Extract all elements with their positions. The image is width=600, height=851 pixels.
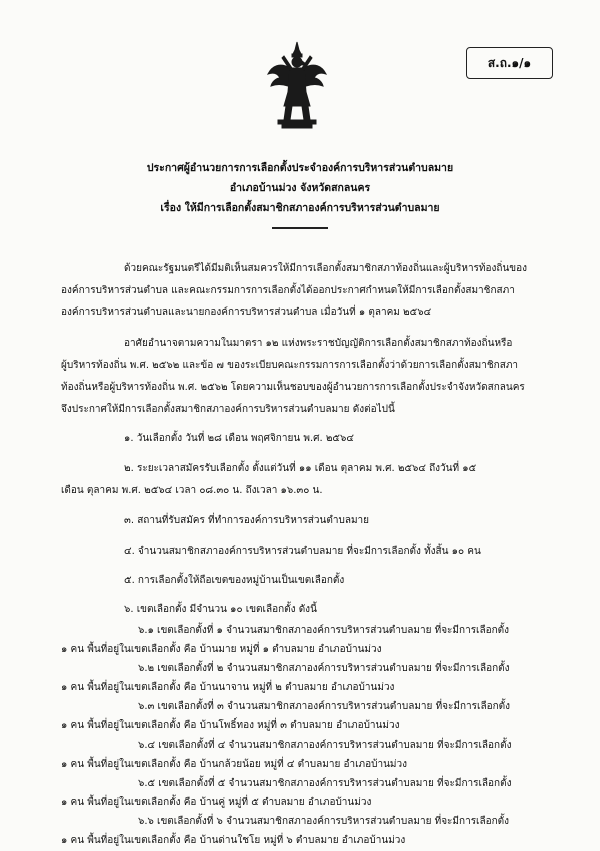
- preamble-line: องค์การบริหารส่วนตำบล และคณะกรรมการการเลือกตั้งได้ออกประกาศกำหนดให้มีการเลือกตั้งสมาชิกสภา: [61, 285, 515, 296]
- item-application-place: ๓. สถานที่รับสมัคร ที่ทำการองค์การบริหารส่วนตำบลมาย: [124, 515, 370, 526]
- district-line: ๖.๑ เขตเลือกตั้งที่ ๑ จำนวนสมาชิกสภาองค์การบริหารส่วนตำบลมาย ที่จะมีการเลือกตั้ง: [138, 625, 510, 636]
- preamble-line: ด้วยคณะรัฐมนตรีได้มีมติเห็นสมควรให้มีการเลือกตั้งสมาชิกสภาท้องถิ่นและผู้บริหารท้องถิ่นของ: [124, 263, 528, 274]
- district-line: ๖.๒ เขตเลือกตั้งที่ ๒ จำนวนสมาชิกสภาองค์การบริหารส่วนตำบลมาย ที่จะมีการเลือกตั้ง: [138, 663, 510, 675]
- header-line-1: ประกาศผู้อำนวยการการเลือกตั้งประจำองค์การบริหารส่วนตำบลมาย: [146, 162, 454, 174]
- preamble-line: องค์การบริหารส่วนตำบลและนายกองค์การบริหารส่วนตำบล เมื่อวันที่ ๑ ตุลาคม ๒๕๖๔: [61, 307, 432, 318]
- district-area: ๑ คน พื้นที่อยู่ในเขตเลือกตั้ง คือ บ้านโพธิ์ทอง หมู่ที่ ๓ ตำบลมาย อำเภอบ้านม่วง: [61, 720, 400, 732]
- form-code: ส.ถ.๑/๑: [487, 55, 532, 70]
- district-line: ๖.๔ เขตเลือกตั้งที่ ๔ จำนวนสมาชิกสภาองค์การบริหารส่วนตำบลมาย ที่จะมีการเลือกตั้ง: [138, 739, 512, 751]
- district-line: ๖.๖ เขตเลือกตั้งที่ ๖ จำนวนสมาชิกสภาองค์การบริหารส่วนตำบลมาย ที่จะมีการเลือกตั้ง: [138, 815, 510, 827]
- garuda-emblem-icon: [266, 40, 328, 132]
- item-application-period: ๒. ระยะเวลาสมัครรับเลือกตั้ง ตั้งแต่วันที่ ๑๑ เดือน ตุลาคม พ.ศ. ๒๕๖๔ ถึงวันที่ ๑๕: [124, 463, 477, 474]
- district-area: ๑ คน พื้นที่อยู่ในเขตเลือกตั้ง คือ บ้านนาจาน หมู่ที่ ๒ ตำบลมาย อำเภอบ้านม่วง: [61, 682, 395, 694]
- district-area: ๑ คน พื้นที่อยู่ในเขตเลือกตั้ง คือ บ้านด่านใชโย หมู่ที่ ๖ ตำบลมาย อำเภอบ้านม่วง: [61, 835, 406, 846]
- preamble-line: อาศัยอำนาจตามความในมาตรา ๑๒ แห่งพระราชบัญญัติการเลือกตั้งสมาชิกสภาท้องถิ่นหรือ: [124, 338, 513, 349]
- district-area: ๑ คน พื้นที่อยู่ในเขตเลือกตั้ง คือ บ้านกล้วยน้อย หมู่ที่ ๔ ตำบลมาย อำเภอบ้านม่วง: [61, 758, 408, 770]
- item-district-count: ๖. เขตเลือกตั้ง มีจำนวน ๑๐ เขตเลือกตั้ง ดังนี้: [124, 604, 317, 615]
- preamble-line: จึงประกาศให้มีการเลือกตั้งสมาชิกสภาองค์การบริหารส่วนตำบลมาย ดังต่อไปนี้: [61, 404, 395, 415]
- announcement-header: [60, 158, 540, 218]
- district-area: ๑ คน พื้นที่อยู่ในเขตเลือกตั้ง คือ บ้านคู่ หมู่ที่ ๕ ตำบลมาย อำเภอบ้านม่วง: [61, 796, 372, 808]
- district-line: ๖.๕ เขตเลือกตั้งที่ ๕ จำนวนสมาชิกสภาองค์การบริหารส่วนตำบลมาย ที่จะมีการเลือกตั้ง: [138, 777, 512, 789]
- header-line-2: อำเภอบ้านม่วง จังหวัดสกลนคร: [229, 182, 371, 194]
- district-line: ๖.๓ เขตเลือกตั้งที่ ๓ จำนวนสมาชิกสภาองค์การบริหารส่วนตำบลมาย ที่จะมีการเลือกตั้ง: [138, 701, 511, 713]
- header-line-3: เรื่อง ให้มีการเลือกตั้งสมาชิกสภาองค์การบริหารส่วนตำบลมาย: [160, 202, 440, 214]
- preamble-line: ท้องถิ่นหรือผู้บริหารท้องถิ่น พ.ศ. ๒๕๖๒ โดยความเห็นชอบของผู้อำนวยการการเลือกตั้งประจำจังหวัดสกลนคร: [61, 382, 525, 393]
- item-district-basis: ๕. การเลือกตั้งให้ถือเขตของหมู่บ้านเป็นเขตเลือกตั้ง: [124, 575, 345, 586]
- item-election-date: ๑. วันเลือกตั้ง วันที่ ๒๘ เดือน พฤศจิกายน พ.ศ. ๒๕๖๔: [124, 433, 354, 444]
- form-code-box: [466, 47, 553, 79]
- preamble-line: ผู้บริหารท้องถิ่น พ.ศ. ๒๕๖๒ และข้อ ๗ ของระเบียบคณะกรรมการการเลือกตั้งว่าด้วยการเลือกตั้งสมาชิกสภา: [61, 360, 519, 371]
- district-area: ๑ คน พื้นที่อยู่ในเขตเลือกตั้ง คือ บ้านมาย หมู่ที่ ๑ ตำบลมาย อำเภอบ้านม่วง: [61, 644, 382, 656]
- header-divider: [272, 227, 328, 229]
- item-member-count: ๔. จำนวนสมาชิกสภาองค์การบริหารส่วนตำบลมาย ที่จะมีการเลือกตั้ง ทั้งสิ้น ๑๐ คน: [124, 546, 481, 557]
- item-application-period-cont: เดือน ตุลาคม พ.ศ. ๒๕๖๔ เวลา ๐๘.๓๐ น. ถึงเวลา ๑๖.๓๐ น.: [61, 485, 323, 496]
